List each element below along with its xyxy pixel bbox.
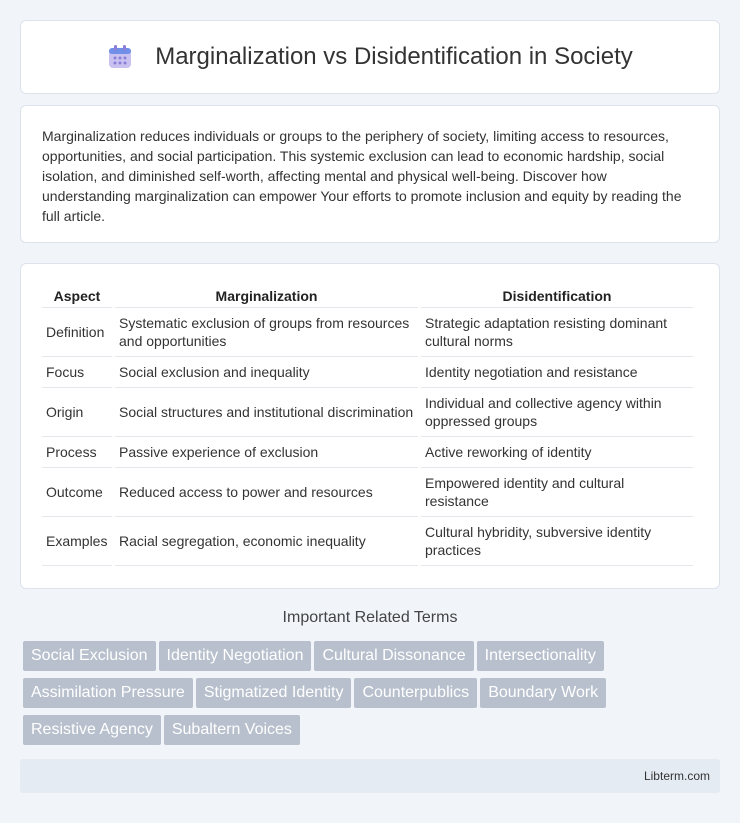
related-term-tag[interactable]: Identity Negotiation	[159, 641, 312, 671]
header-marginalization: Marginalization	[115, 284, 418, 308]
related-term-tag[interactable]: Social Exclusion	[23, 641, 156, 671]
cell-marginalization: Passive experience of exclusion	[115, 437, 418, 468]
cell-aspect: Examples	[42, 517, 112, 566]
related-terms-list	[23, 641, 723, 752]
footer-site-link[interactable]: Libterm.com	[643, 769, 710, 783]
intro-text: Marginalization reduces individuals or groups to the periphery of society, limiting access to resources, opportunities, and social participation. This systemic exclusion can lead to economic hardship, social isolation, and diminished self-worth, affecting mental and physical well-being. Discover how understanding marginalization can empower Your efforts to promote inclusion and equity by reading the full article.	[42, 128, 682, 224]
table-header-row	[42, 284, 693, 308]
cell-disidentification: Cultural hybridity, subversive identity practices	[421, 517, 693, 566]
calendar-icon	[107, 44, 133, 70]
table-row	[42, 468, 693, 517]
cell-disidentification: Empowered identity and cultural resistance	[421, 468, 693, 517]
table-row	[42, 388, 693, 437]
cell-aspect: Outcome	[42, 468, 112, 517]
table-row	[42, 357, 693, 388]
related-term-tag[interactable]: Counterpublics	[354, 678, 477, 708]
intro-card	[20, 105, 720, 243]
cell-marginalization: Racial segregation, economic inequality	[115, 517, 418, 566]
cell-marginalization: Social structures and institutional discrimination	[115, 388, 418, 437]
comparison-table-card	[20, 263, 720, 589]
cell-marginalization: Reduced access to power and resources	[115, 468, 418, 517]
cell-disidentification: Individual and collective agency within oppressed groups	[421, 388, 693, 437]
cell-aspect: Definition	[42, 308, 112, 357]
related-term-tag[interactable]: Resistive Agency	[23, 715, 161, 745]
related-term-tag[interactable]: Stigmatized Identity	[196, 678, 352, 708]
cell-aspect: Process	[42, 437, 112, 468]
cell-disidentification: Strategic adaptation resisting dominant cultural norms	[421, 308, 693, 357]
related-term-tag[interactable]: Subaltern Voices	[164, 715, 300, 745]
cell-marginalization: Social exclusion and inequality	[115, 357, 418, 388]
cell-disidentification: Active reworking of identity	[421, 437, 693, 468]
related-terms-title: Important Related Terms	[282, 609, 458, 626]
table-row	[42, 437, 693, 468]
cell-disidentification: Identity negotiation and resistance	[421, 357, 693, 388]
comparison-table	[39, 284, 696, 566]
related-term-tag[interactable]: Cultural Dissonance	[314, 641, 473, 671]
cell-aspect: Origin	[42, 388, 112, 437]
footer	[20, 759, 720, 793]
table-row	[42, 517, 693, 566]
cell-marginalization: Systematic exclusion of groups from resources and opportunities	[115, 308, 418, 357]
related-term-tag[interactable]: Boundary Work	[480, 678, 606, 708]
page-title: Marginalization vs Disidentification in Society	[155, 43, 633, 70]
header-aspect: Aspect	[42, 284, 112, 308]
title-card	[20, 20, 720, 94]
cell-aspect: Focus	[42, 357, 112, 388]
related-term-tag[interactable]: Intersectionality	[477, 641, 604, 671]
table-row	[42, 308, 693, 357]
header-disidentification: Disidentification	[421, 284, 693, 308]
related-term-tag[interactable]: Assimilation Pressure	[23, 678, 193, 708]
